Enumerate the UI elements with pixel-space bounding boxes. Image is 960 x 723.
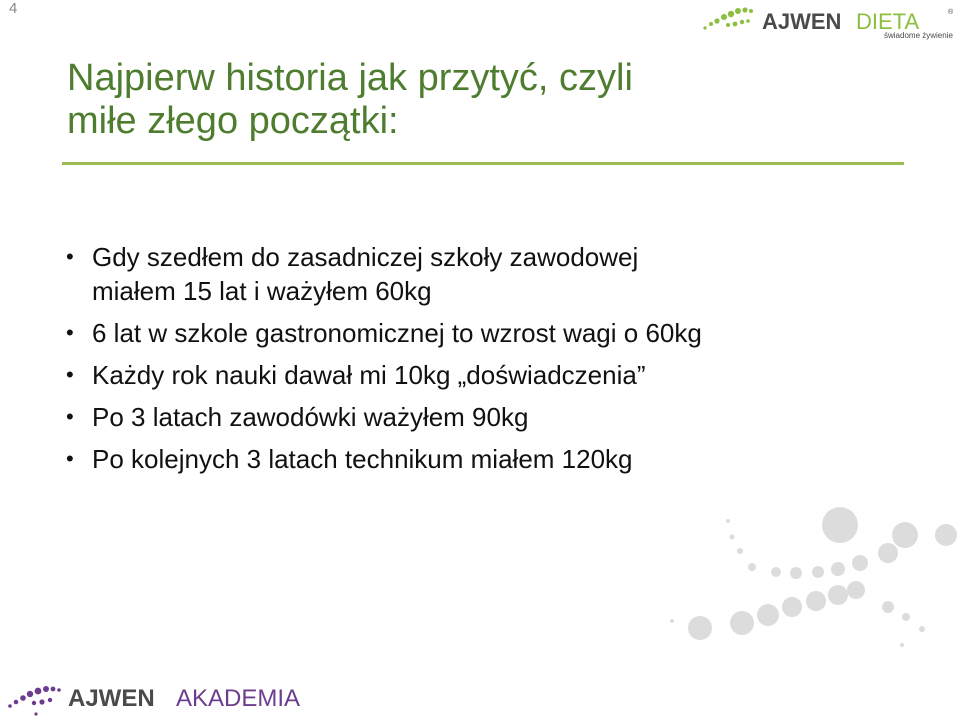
bullet-item-4 xyxy=(62,400,922,434)
bullet-item-1 xyxy=(62,240,922,308)
bullet-item-5 xyxy=(62,442,922,476)
bullet-3-text: Każdy rok nauki dawał mi 10kg „doświadczenia” xyxy=(92,360,646,390)
bullet-1-line-1: Gdy szedłem do zasadniczej szkoły zawodowej xyxy=(92,242,639,272)
logo-bottom-ajwen: AJWEN xyxy=(68,685,155,712)
slide-number: 4 xyxy=(9,0,18,17)
ajwen-dieta-logo xyxy=(702,2,956,40)
bullet-4-text: Po 3 latach zawodówki ważyłem 90kg xyxy=(92,402,529,432)
title-divider xyxy=(62,162,904,165)
bullet-1-line-2: miałem 15 lat i ważyłem 60kg xyxy=(92,276,432,306)
decorative-dots xyxy=(660,495,960,665)
bullet-list xyxy=(62,240,922,476)
title-line-1: Najpierw historia jak przytyć, czyli xyxy=(67,57,633,99)
bullet-2-text: 6 lat w szkole gastronomicznej to wzrost wagi o 60kg xyxy=(92,318,702,348)
bullet-5-text: Po kolejnych 3 latach technikum miałem 120kg xyxy=(92,444,633,474)
ajwen-akademia-logo xyxy=(6,672,336,720)
logo-top-tagline: świadome żywienie xyxy=(884,31,953,40)
logo-top-ajwen: AJWEN xyxy=(762,9,842,34)
logo-top-dieta: DIETA xyxy=(856,9,920,34)
logo-bottom-akademia: AKADEMIA xyxy=(176,685,301,712)
logo-dots-icon xyxy=(703,7,753,29)
page-title xyxy=(67,57,887,143)
title-line-2: miłe złego początki: xyxy=(67,100,399,142)
bullet-item-3 xyxy=(62,358,922,392)
registered-mark: ® xyxy=(948,9,954,16)
bullet-item-2 xyxy=(62,316,922,350)
logo-bottom-dots-icon xyxy=(8,686,61,716)
